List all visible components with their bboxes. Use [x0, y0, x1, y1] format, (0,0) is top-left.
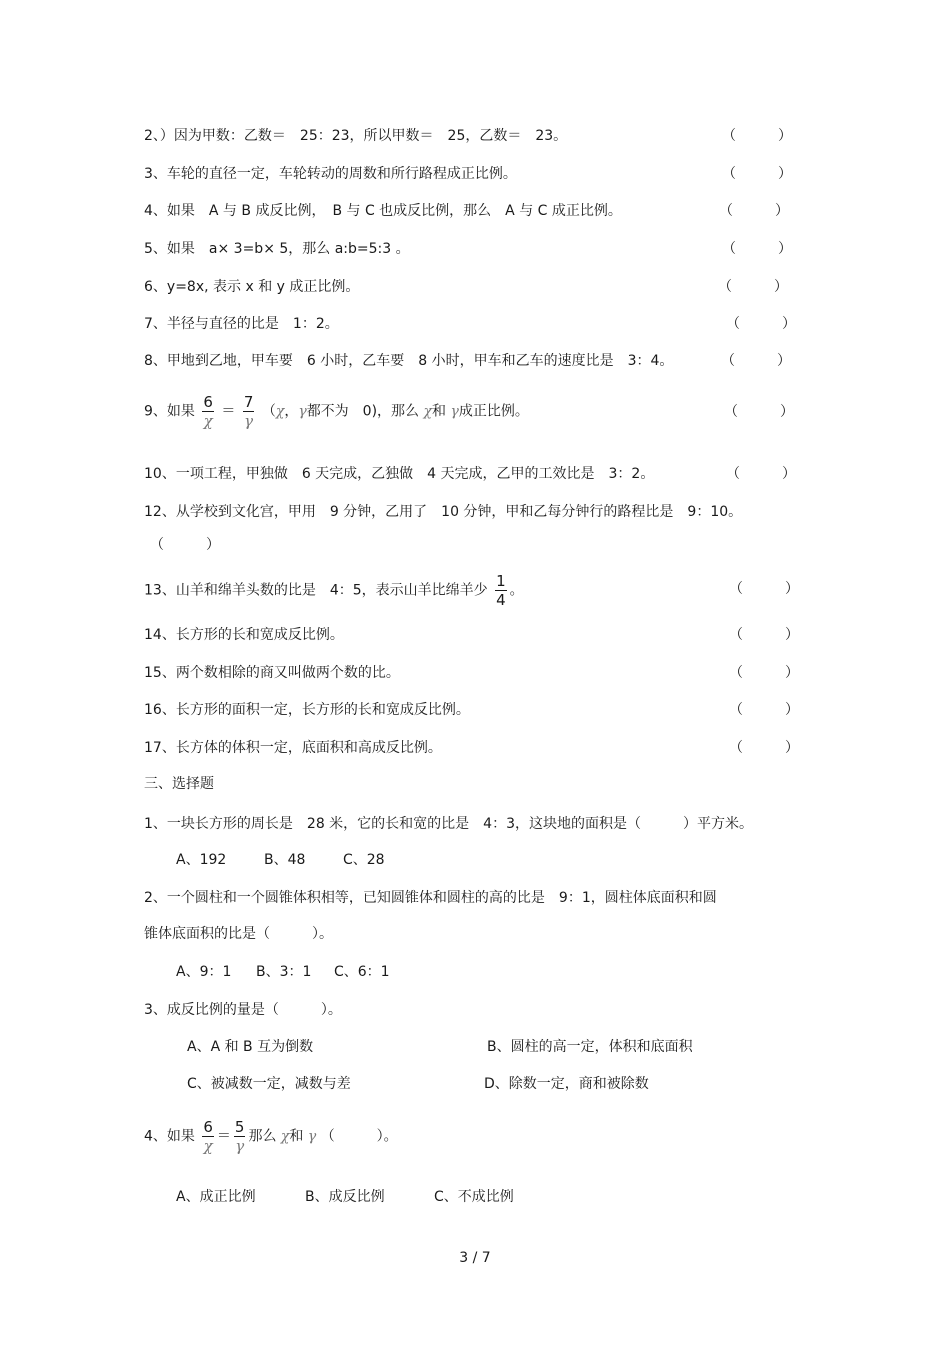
answer-paren-15[interactable]: （ ）: [729, 665, 799, 681]
mc3-option-b[interactable]: B、圆柱的高一定，体积和底面积: [487, 1039, 693, 1055]
answer-paren-14[interactable]: （ ）: [729, 627, 799, 643]
answer-paren-9[interactable]: （ ）: [724, 404, 794, 420]
mc4-suffix: （ ）。: [320, 1128, 398, 1145]
statement-14: 14、长方形的长和宽成反比例。: [144, 627, 344, 643]
statement-4: 4、如果 A 与 B 成反比例， B 与 C 也成反比例，那么 A 与 C 成正比例。: [144, 203, 622, 219]
mc1-option-b[interactable]: B、48: [264, 852, 306, 868]
answer-paren-8[interactable]: （ ）: [721, 353, 791, 369]
fraction-numerator: 5: [234, 1118, 245, 1136]
statement-9-prefix: 9、如果: [144, 403, 195, 420]
statement-10: 10、一项工程，甲独做 6 天完成，乙独做 4 天完成，乙甲的工效比是 3：2。: [144, 466, 655, 482]
fraction-1-over-4: [495, 572, 507, 609]
variable-y: γ: [450, 403, 459, 420]
mc4-mid: 那么: [248, 1128, 277, 1145]
statement-3: 3、车轮的直径一定，车轮转动的周数和所行路程成正比例。: [144, 166, 517, 182]
answer-paren-10[interactable]: （ ）: [726, 466, 796, 482]
variable-y: γ: [307, 1128, 317, 1145]
fraction-denominator: γ: [244, 412, 254, 430]
section-title-choice: 三、选择题: [144, 776, 214, 792]
mc3-option-a[interactable]: A、A 和 B 互为倒数: [187, 1039, 314, 1055]
mc-question-4: [144, 1118, 398, 1155]
equals-sign: ＝: [216, 1128, 231, 1145]
statement-9: [144, 393, 529, 430]
page-number: 3 / 7: [459, 1250, 491, 1266]
variable-y: γ: [298, 403, 307, 420]
mc3-option-c[interactable]: C、被减数一定，减数与差: [187, 1076, 351, 1092]
fraction-denominator: χ: [203, 1137, 213, 1155]
mc1-option-a[interactable]: A、192: [176, 852, 227, 868]
answer-paren-12[interactable]: （ ）: [150, 537, 220, 553]
answer-paren-4[interactable]: （ ）: [719, 203, 789, 219]
fraction-6-over-x: [202, 393, 214, 430]
statement-9-mid: 都不为 0)，那么: [306, 403, 420, 420]
statement-7: 7、半径与直径的比是 1：2。: [144, 316, 339, 332]
statement-2: 2、）因为甲数：乙数＝ 25：23，所以甲数＝ 25，乙数＝ 23。: [144, 128, 568, 144]
statement-13: [144, 572, 524, 609]
statement-12: 12、从学校到文化宫，甲用 9 分钟，乙用了 10 分钟，甲和乙每分钟行的路程比是 9：10。: [144, 504, 743, 520]
answer-paren-6[interactable]: （ ）: [718, 279, 788, 295]
statement-17: 17、长方体的体积一定，底面积和高成反比例。: [144, 740, 442, 756]
mc4-option-b[interactable]: B、成反比例: [305, 1189, 385, 1205]
and-word: 和: [289, 1128, 304, 1145]
fraction-7-over-y: [243, 393, 255, 430]
answer-paren-16[interactable]: （ ）: [729, 702, 799, 718]
mc4-option-c[interactable]: C、不成比例: [434, 1189, 514, 1205]
mc-question-1: 1、一块长方形的周长是 28 米，它的长和宽的比是 4：3，这块地的面积是（ ）平方米。: [144, 816, 753, 832]
fraction-denominator: γ: [235, 1137, 245, 1155]
variable-x: χ: [423, 403, 432, 420]
mc4-option-a[interactable]: A、成正比例: [176, 1189, 256, 1205]
fraction-numerator: 7: [243, 393, 254, 411]
mc3-option-d[interactable]: D、除数一定，商和被除数: [484, 1076, 649, 1092]
answer-paren-17[interactable]: （ ）: [729, 740, 799, 756]
statement-13-suffix: 。: [509, 582, 524, 599]
answer-paren-2[interactable]: （ ）: [722, 128, 792, 144]
comma: ，: [284, 403, 299, 420]
variable-x: χ: [280, 1128, 290, 1145]
statement-15: 15、两个数相除的商又叫做两个数的比。: [144, 665, 400, 681]
open-paren: （: [261, 403, 276, 420]
fraction-denominator: 4: [496, 591, 506, 609]
mc2-option-c[interactable]: C、6：1: [334, 964, 390, 980]
mc-question-3: 3、成反比例的量是（ ）。: [144, 1002, 342, 1018]
answer-paren-3[interactable]: （ ）: [722, 166, 792, 182]
answer-paren-13[interactable]: （ ）: [729, 581, 799, 597]
fraction-6-over-x: [202, 1118, 214, 1155]
fraction-numerator: 1: [496, 572, 506, 590]
mc1-option-c[interactable]: C、28: [343, 852, 385, 868]
mc2-option-a[interactable]: A、9：1: [176, 964, 232, 980]
statement-6: 6、y=8x, 表示 x 和 y 成正比例。: [144, 279, 360, 295]
answer-paren-5[interactable]: （ ）: [722, 241, 792, 257]
mc-question-2-line1: 2、一个圆柱和一个圆锥体积相等，已知圆锥体和圆柱的高的比是 9：1，圆柱体底面积和圆: [144, 890, 717, 906]
mc2-option-b[interactable]: B、3：1: [256, 964, 312, 980]
fraction-5-over-y: [234, 1118, 246, 1155]
statement-9-suffix: 成正比例。: [458, 403, 529, 420]
fraction-denominator: χ: [203, 412, 213, 430]
statement-16: 16、长方形的面积一定，长方形的长和宽成反比例。: [144, 702, 470, 718]
mc-question-2-line2: 锥体底面积的比是（ ）。: [144, 926, 333, 942]
statement-5: 5、如果 a× 3=b× 5，那么 a:b=5:3 。: [144, 241, 410, 257]
mc4-prefix: 4、如果: [144, 1128, 195, 1145]
fraction-numerator: 6: [203, 1118, 213, 1136]
statement-8: 8、甲地到乙地，甲车要 6 小时，乙车要 8 小时，甲车和乙车的速度比是 3：4。: [144, 353, 674, 369]
and-word: 和: [432, 403, 446, 420]
answer-paren-7[interactable]: （ ）: [726, 316, 796, 332]
fraction-numerator: 6: [203, 393, 213, 411]
statement-13-prefix: 13、山羊和绵羊头数的比是 4：5，表示山羊比绵羊少: [144, 582, 488, 599]
variable-x: χ: [275, 403, 285, 420]
equals-sign: ＝: [221, 403, 236, 420]
